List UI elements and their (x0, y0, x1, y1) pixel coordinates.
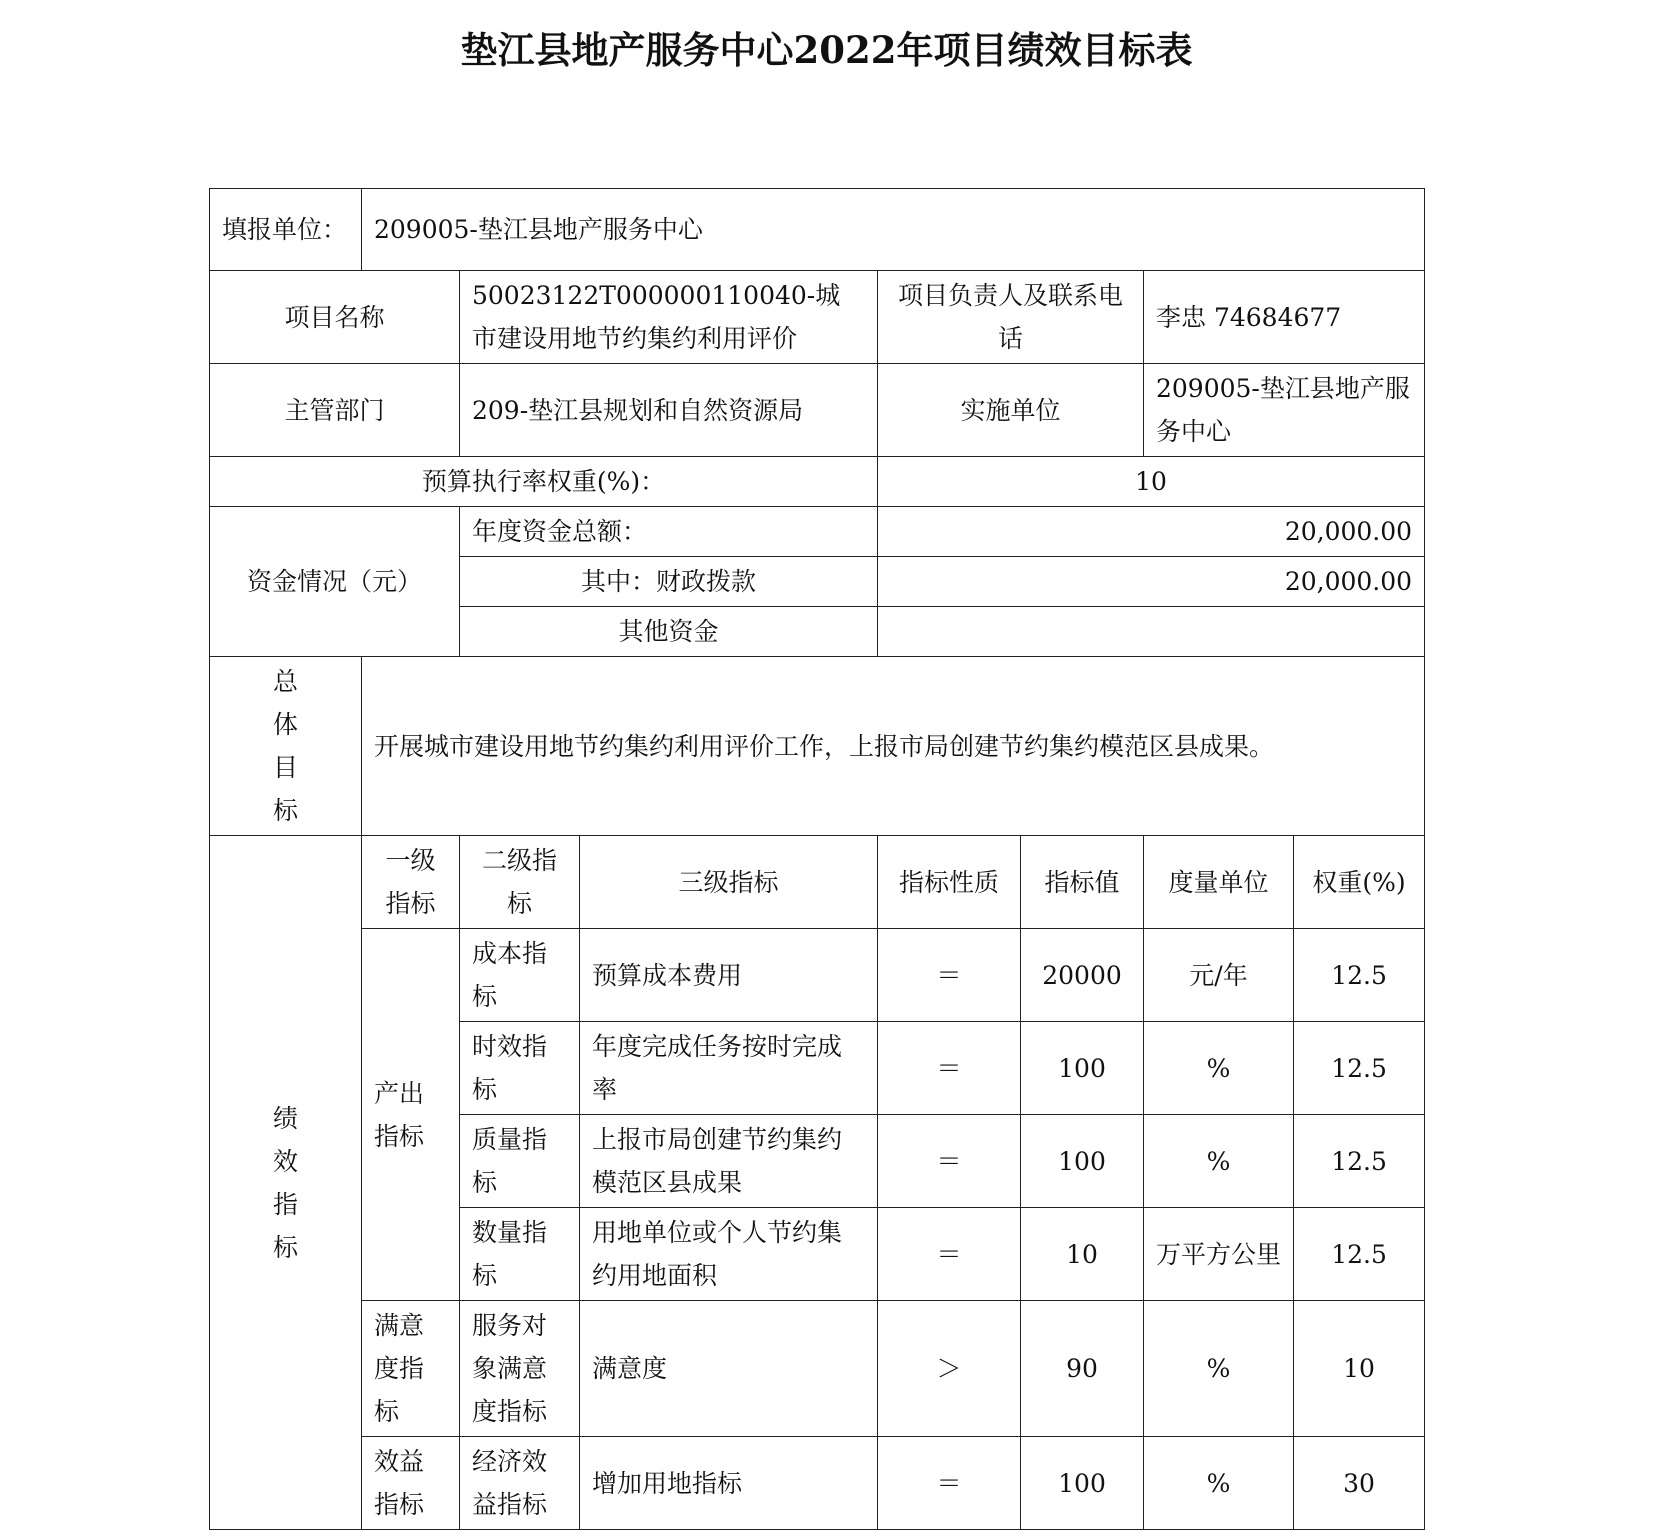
indicator-header-row (210, 836, 1425, 929)
group-satisfaction: 满意度指标 (362, 1301, 460, 1437)
level2-cell: 服务对象满意度指标 (460, 1301, 580, 1437)
project-name-value: 50023122T000000110040-城市建设用地节约集约利用评价 (460, 271, 878, 364)
nature-cell: ＝ (878, 1115, 1021, 1208)
header-level2: 二级指标 (460, 836, 580, 929)
level3-cell: 增加用地指标 (580, 1437, 878, 1530)
impl-unit-value: 209005-垫江县地产服务中心 (1144, 364, 1425, 457)
unit-row (210, 189, 1425, 271)
impl-unit-label: 实施单位 (878, 364, 1144, 457)
level3-cell: 预算成本费用 (580, 929, 878, 1022)
nature-cell: ＝ (878, 1022, 1021, 1115)
unit-cell: 万平方公里 (1144, 1208, 1294, 1301)
funds-label: 资金情况（元） (210, 507, 460, 657)
value-cell: 100 (1021, 1115, 1144, 1208)
table-row (210, 929, 1425, 1022)
indicators-label-char: 指 (272, 1189, 298, 1219)
weight-cell: 10 (1294, 1301, 1425, 1437)
level3-cell: 年度完成任务按时完成率 (580, 1022, 878, 1115)
header-weight: 权重(%) (1294, 836, 1425, 929)
level3-cell: 用地单位或个人节约集约用地面积 (580, 1208, 878, 1301)
indicators-label (210, 836, 362, 1530)
nature-cell: ＝ (878, 1437, 1021, 1530)
weight-cell: 12.5 (1294, 1115, 1425, 1208)
indicators-label-char: 效 (272, 1146, 298, 1176)
level3-cell: 上报市局创建节约集约模范区县成果 (580, 1115, 878, 1208)
budget-weight-value: 10 (878, 457, 1425, 507)
weight-cell: 12.5 (1294, 1208, 1425, 1301)
goal-row (210, 657, 1425, 836)
project-name-label: 项目名称 (210, 271, 460, 364)
unit-cell: % (1144, 1301, 1294, 1437)
weight-cell: 12.5 (1294, 929, 1425, 1022)
table-row (210, 1437, 1425, 1530)
value-cell: 100 (1021, 1022, 1144, 1115)
funds-other-value (878, 607, 1425, 657)
project-contact-label: 项目负责人及联系电话 (878, 271, 1144, 364)
funds-other-label: 其他资金 (460, 607, 878, 657)
budget-weight-row (210, 457, 1425, 507)
funds-total-value: 20,000.00 (878, 507, 1425, 557)
value-cell: 20000 (1021, 929, 1144, 1022)
table-row (210, 1301, 1425, 1437)
unit-cell: % (1144, 1115, 1294, 1208)
funds-total-row (210, 507, 1425, 557)
page-title: 垫江县地产服务中心2022年项目绩效目标表 (460, 28, 1193, 72)
nature-cell: ＝ (878, 929, 1021, 1022)
value-cell: 100 (1021, 1437, 1144, 1530)
header-nature: 指标性质 (878, 836, 1021, 929)
goal-label-char: 总 (272, 667, 298, 696)
department-label: 主管部门 (210, 364, 460, 457)
indicators-label-char: 标 (272, 1232, 298, 1262)
group-benefit: 效益指标 (362, 1437, 460, 1530)
level2-cell: 质量指标 (460, 1115, 580, 1208)
unit-cell: % (1144, 1022, 1294, 1115)
funds-fiscal-value: 20,000.00 (878, 557, 1425, 607)
project-contact-value: 李忠 74684677 (1144, 271, 1425, 364)
header-level1: 一级指标 (362, 836, 460, 929)
funds-fiscal-label: 其中：财政拨款 (460, 557, 878, 607)
level2-cell: 时效指标 (460, 1022, 580, 1115)
weight-cell: 12.5 (1294, 1022, 1425, 1115)
unit-label: 填报单位： (210, 189, 362, 271)
goal-text: 开展城市建设用地节约集约利用评价工作，上报市局创建节约集约模范区县成果。 (362, 657, 1425, 836)
indicators-label-char: 绩 (272, 1103, 298, 1133)
value-cell: 90 (1021, 1301, 1144, 1437)
nature-cell: ＞ (878, 1301, 1021, 1437)
level2-cell: 成本指标 (460, 929, 580, 1022)
unit-cell: 元/年 (1144, 929, 1294, 1022)
nature-cell: ＝ (878, 1208, 1021, 1301)
goal-label-char: 标 (272, 796, 298, 825)
header-level3: 三级指标 (580, 836, 878, 929)
performance-table (209, 188, 1425, 1530)
value-cell: 10 (1021, 1208, 1144, 1301)
project-row (210, 271, 1425, 364)
group-output: 产出指标 (362, 929, 460, 1301)
budget-weight-label: 预算执行率权重(%)： (210, 457, 878, 507)
funds-total-label: 年度资金总额： (460, 507, 878, 557)
goal-label (210, 657, 362, 836)
level3-cell: 满意度 (580, 1301, 878, 1437)
department-row (210, 364, 1425, 457)
unit-cell: % (1144, 1437, 1294, 1530)
goal-label-char: 体 (272, 710, 298, 739)
unit-value: 209005-垫江县地产服务中心 (362, 189, 1425, 271)
goal-label-char: 目 (272, 753, 298, 782)
header-unit: 度量单位 (1144, 836, 1294, 929)
level2-cell: 经济效益指标 (460, 1437, 580, 1530)
department-value: 209-垫江县规划和自然资源局 (460, 364, 878, 457)
weight-cell: 30 (1294, 1437, 1425, 1530)
level2-cell: 数量指标 (460, 1208, 580, 1301)
header-value: 指标值 (1021, 836, 1144, 929)
